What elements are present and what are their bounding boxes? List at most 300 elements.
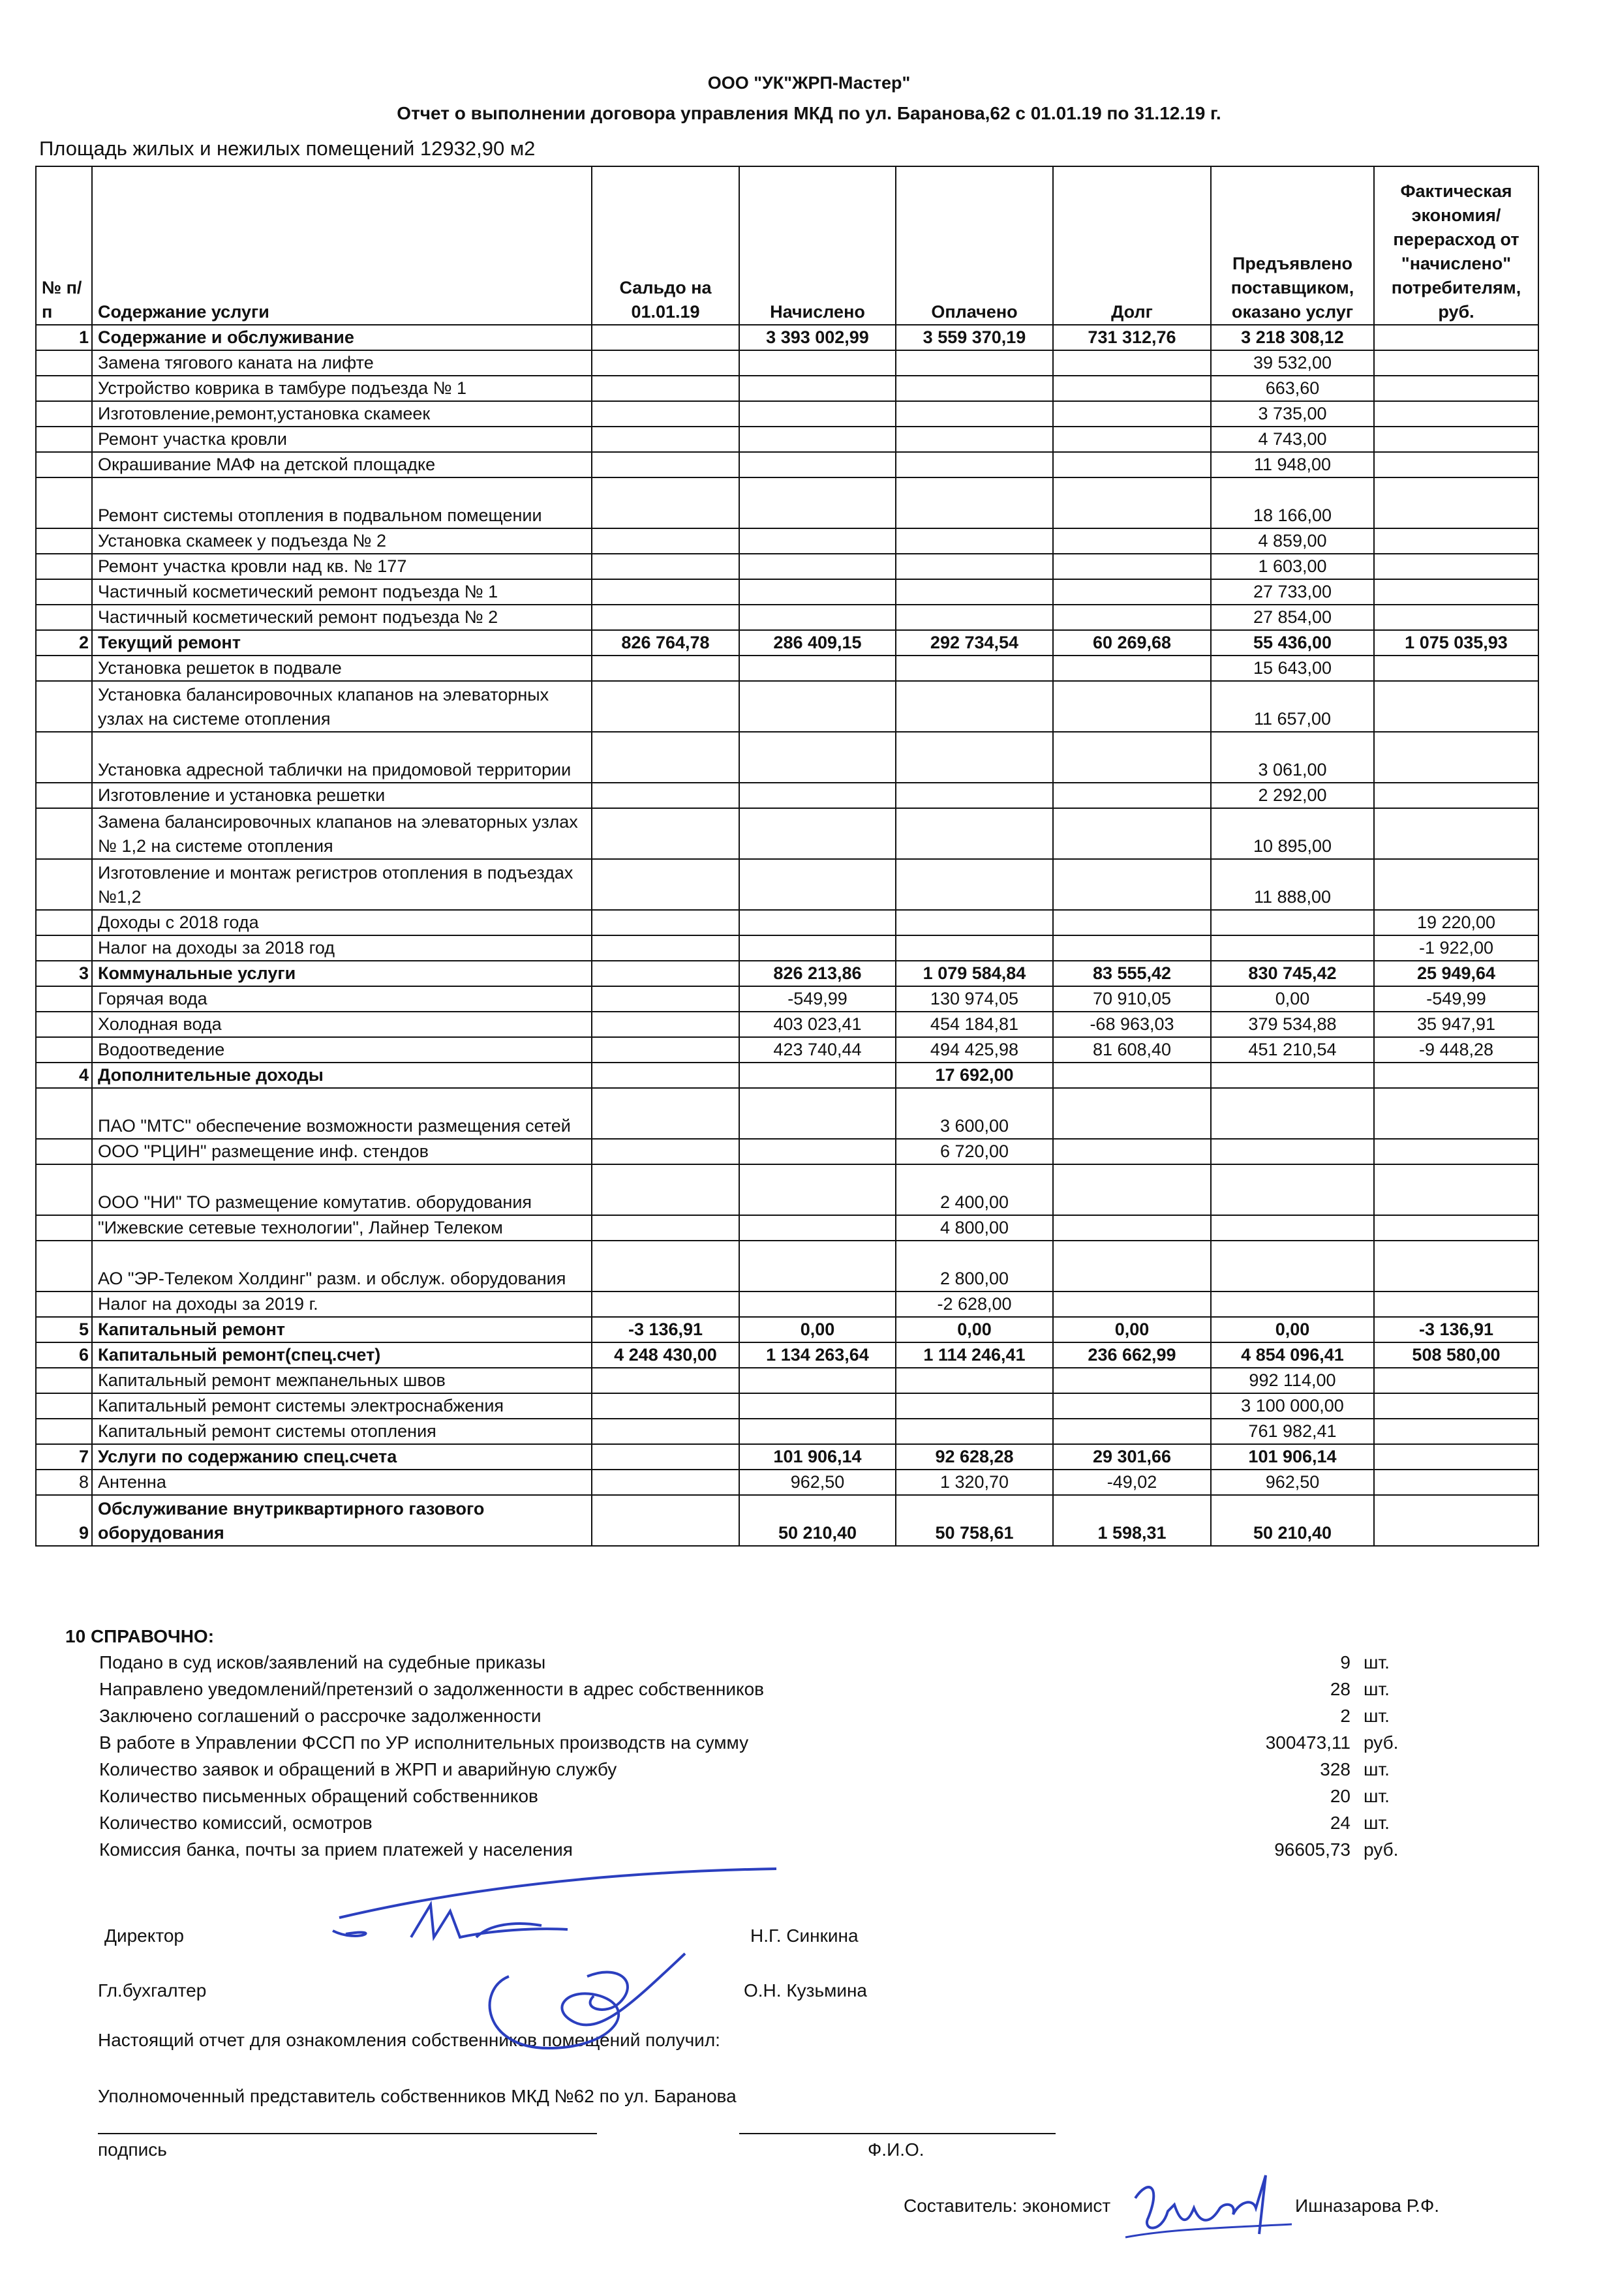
reference-unit: шт.	[1364, 1679, 1390, 1699]
cell-paid: 1 114 246,41	[896, 1342, 1053, 1368]
cell-paid	[896, 452, 1053, 477]
cell-charged: 0,00	[739, 1317, 896, 1342]
reference-label: Количество комиссий, осмотров	[99, 1813, 373, 1833]
cell-no	[36, 1088, 92, 1139]
cell-no	[36, 1241, 92, 1292]
cell-debt	[1053, 656, 1211, 681]
cell-economy	[1374, 1088, 1538, 1139]
cell-service: Антенна	[92, 1470, 592, 1495]
reference-label: Направлено уведомлений/претензий о задолженности в адрес собственников	[99, 1679, 765, 1699]
cell-paid: 2 400,00	[896, 1164, 1053, 1215]
reference-item	[65, 1756, 1435, 1783]
col-header-service: Содержание услуги	[92, 166, 592, 325]
cell-provided: 18 166,00	[1211, 477, 1374, 528]
reference-label: Заключено соглашений о рассрочке задолженности	[99, 1706, 542, 1726]
cell-charged	[739, 681, 896, 732]
table-row	[36, 1037, 1538, 1063]
table-row	[36, 783, 1538, 808]
cell-paid	[896, 910, 1053, 935]
cell-debt: 0,00	[1053, 1317, 1211, 1342]
cell-economy	[1374, 656, 1538, 681]
cell-provided	[1211, 1164, 1374, 1215]
cell-economy	[1374, 350, 1538, 376]
cell-debt	[1053, 783, 1211, 808]
cell-service: Налог на доходы за 2019 г.	[92, 1292, 592, 1317]
cell-charged	[739, 477, 896, 528]
cell-service: Установка адресной таблички на придомовой территории	[92, 732, 592, 783]
reference-list	[65, 1649, 1435, 1863]
cell-no	[36, 401, 92, 427]
cell-economy	[1374, 1444, 1538, 1470]
cell-paid: 17 692,00	[896, 1063, 1053, 1088]
table-row	[36, 681, 1538, 732]
cell-provided: 379 534,88	[1211, 1012, 1374, 1037]
cell-charged	[739, 452, 896, 477]
cell-no	[36, 1393, 92, 1419]
cell-service: Обслуживание внутриквартирного газового оборудования	[92, 1495, 592, 1546]
cell-debt	[1053, 1368, 1211, 1393]
cell-charged	[739, 1088, 896, 1139]
received-note: Настоящий отчет для ознакомления собственников помещений получил:	[98, 2030, 720, 2050]
cell-provided: 4 743,00	[1211, 427, 1374, 452]
cell-saldo	[592, 1419, 739, 1444]
reference-label: Комиссия банка, почты за прием платежей у населения	[99, 1839, 573, 1860]
cell-paid	[896, 350, 1053, 376]
table-row	[36, 1317, 1538, 1342]
cell-saldo	[592, 1012, 739, 1037]
table-row	[36, 401, 1538, 427]
cell-economy	[1374, 325, 1538, 350]
cell-charged	[739, 808, 896, 859]
cell-saldo	[592, 859, 739, 910]
cell-provided	[1211, 935, 1374, 961]
cell-charged: -549,99	[739, 986, 896, 1012]
cell-saldo	[592, 350, 739, 376]
cell-saldo	[592, 808, 739, 859]
cell-debt	[1053, 579, 1211, 605]
reference-unit: шт.	[1364, 1813, 1390, 1833]
cell-charged	[739, 732, 896, 783]
cell-provided	[1211, 1088, 1374, 1139]
cell-paid: 4 800,00	[896, 1215, 1053, 1241]
cell-charged: 1 134 263,64	[739, 1342, 896, 1368]
cell-economy	[1374, 1470, 1538, 1495]
cell-no	[36, 808, 92, 859]
cell-service: Установка балансировочных клапанов на элеваторных узлах на системе отопления	[92, 681, 592, 732]
cell-provided	[1211, 1292, 1374, 1317]
cell-no: 4	[36, 1063, 92, 1088]
table-row	[36, 910, 1538, 935]
table-row	[36, 1012, 1538, 1037]
director-label: Директор	[104, 1926, 184, 1946]
table-row	[36, 1292, 1538, 1317]
cell-no	[36, 1139, 92, 1164]
cell-debt	[1053, 605, 1211, 630]
cell-no: 8	[36, 1470, 92, 1495]
cell-saldo	[592, 579, 739, 605]
cell-no	[36, 935, 92, 961]
cell-service: ПАО "МТС" обеспечение возможности размещения сетей	[92, 1088, 592, 1139]
cell-saldo	[592, 1495, 739, 1546]
cell-debt: 731 312,76	[1053, 325, 1211, 350]
cell-saldo	[592, 1088, 739, 1139]
cell-debt: 1 598,31	[1053, 1495, 1211, 1546]
cell-no: 6	[36, 1342, 92, 1368]
cell-provided: 761 982,41	[1211, 1419, 1374, 1444]
cell-charged: 423 740,44	[739, 1037, 896, 1063]
cell-paid: 1 079 584,84	[896, 961, 1053, 986]
cell-paid: 6 720,00	[896, 1139, 1053, 1164]
cell-saldo	[592, 1368, 739, 1393]
cell-charged	[739, 935, 896, 961]
table-row	[36, 1063, 1538, 1088]
cell-provided: 55 436,00	[1211, 630, 1374, 656]
report-title: Отчет о выполнении договора управления МКД по ул. Баранова,62 с 01.01.19 по 31.12.19 г.	[397, 103, 1221, 123]
cell-economy	[1374, 1292, 1538, 1317]
table-row	[36, 579, 1538, 605]
cell-charged	[739, 1164, 896, 1215]
cell-debt	[1053, 350, 1211, 376]
organization-name: ООО "УК"ЖРП-Мастер"	[707, 73, 911, 93]
cell-no	[36, 1012, 92, 1037]
cell-service: Доходы с 2018 года	[92, 910, 592, 935]
cell-saldo	[592, 1139, 739, 1164]
cell-provided: 4 854 096,41	[1211, 1342, 1374, 1368]
table-header-row	[36, 166, 1538, 325]
reference-value: 24	[1330, 1813, 1351, 1833]
cell-no	[36, 350, 92, 376]
table-row	[36, 452, 1538, 477]
table-row	[36, 656, 1538, 681]
table-row	[36, 528, 1538, 554]
cell-saldo	[592, 477, 739, 528]
cell-charged	[739, 1063, 896, 1088]
reference-item	[65, 1649, 1435, 1676]
cell-no	[36, 1215, 92, 1241]
cell-debt	[1053, 427, 1211, 452]
cell-service: Замена балансировочных клапанов на элеваторных узлах № 1,2 на системе отопления	[92, 808, 592, 859]
table-row	[36, 961, 1538, 986]
reference-value: 300473,11	[1265, 1732, 1351, 1753]
cell-debt: -68 963,03	[1053, 1012, 1211, 1037]
cell-paid: 0,00	[896, 1317, 1053, 1342]
cell-saldo	[592, 1037, 739, 1063]
cell-service: Капитальный ремонт системы электроснабжения	[92, 1393, 592, 1419]
cell-service: Установка скамеек у подъезда № 2	[92, 528, 592, 554]
cell-charged	[739, 783, 896, 808]
cell-service: Окрашивание МАФ на детской площадке	[92, 452, 592, 477]
cell-provided: 3 218 308,12	[1211, 325, 1374, 350]
table-row	[36, 605, 1538, 630]
cell-service: Ремонт участка кровли над кв. № 177	[92, 554, 592, 579]
cell-debt: 29 301,66	[1053, 1444, 1211, 1470]
cell-economy	[1374, 579, 1538, 605]
cell-no	[36, 656, 92, 681]
cell-provided: 27 733,00	[1211, 579, 1374, 605]
cell-economy	[1374, 783, 1538, 808]
cell-debt	[1053, 1215, 1211, 1241]
cell-paid	[896, 477, 1053, 528]
cell-no	[36, 681, 92, 732]
table-row	[36, 859, 1538, 910]
report-table	[35, 166, 1539, 1547]
cell-no	[36, 859, 92, 910]
cell-saldo	[592, 427, 739, 452]
cell-economy: -549,99	[1374, 986, 1538, 1012]
cell-provided: 962,50	[1211, 1470, 1374, 1495]
cell-provided: 3 061,00	[1211, 732, 1374, 783]
cell-paid	[896, 808, 1053, 859]
cell-debt	[1053, 376, 1211, 401]
cell-saldo	[592, 452, 739, 477]
cell-charged	[739, 401, 896, 427]
cell-debt	[1053, 1164, 1211, 1215]
cell-paid	[896, 935, 1053, 961]
cell-service: Капитальный ремонт межпанельных швов	[92, 1368, 592, 1393]
cell-saldo	[592, 1164, 739, 1215]
reference-unit: шт.	[1364, 1786, 1390, 1806]
cell-service: Замена тягового каната на лифте	[92, 350, 592, 376]
col-header-no: № п/п	[36, 166, 92, 325]
cell-service: Частичный косметический ремонт подъезда № 1	[92, 579, 592, 605]
compiler-label: Составитель: экономист	[904, 2196, 1111, 2216]
cell-charged	[739, 528, 896, 554]
cell-charged	[739, 656, 896, 681]
cell-service: Дополнительные доходы	[92, 1063, 592, 1088]
cell-saldo	[592, 656, 739, 681]
cell-paid	[896, 783, 1053, 808]
col-header-saldo: Сальдо на 01.01.19	[592, 166, 739, 325]
reference-item	[65, 1702, 1435, 1729]
table-row	[36, 1139, 1538, 1164]
cell-service: Ремонт системы отопления в подвальном помещении	[92, 477, 592, 528]
cell-economy	[1374, 1241, 1538, 1292]
cell-paid	[896, 579, 1053, 605]
table-row	[36, 1419, 1538, 1444]
reference-unit: шт.	[1364, 1706, 1390, 1726]
cell-economy	[1374, 528, 1538, 554]
cell-charged	[739, 427, 896, 452]
cell-saldo	[592, 1063, 739, 1088]
cell-provided: 3 735,00	[1211, 401, 1374, 427]
director-name: Н.Г. Синкина	[750, 1926, 859, 1946]
cell-economy	[1374, 477, 1538, 528]
cell-charged: 50 210,40	[739, 1495, 896, 1546]
cell-debt	[1053, 401, 1211, 427]
cell-service: ООО "РЦИН" размещение инф. стендов	[92, 1139, 592, 1164]
cell-saldo	[592, 986, 739, 1012]
cell-service: Изготовление,ремонт,установка скамеек	[92, 401, 592, 427]
cell-charged	[739, 350, 896, 376]
sign-caption: подпись	[98, 2139, 167, 2160]
reference-unit: руб.	[1364, 1732, 1399, 1753]
cell-paid	[896, 1419, 1053, 1444]
cell-saldo	[592, 401, 739, 427]
cell-charged	[739, 1393, 896, 1419]
cell-economy	[1374, 427, 1538, 452]
cell-debt	[1053, 935, 1211, 961]
reference-label: Подано в суд исков/заявлений на судебные приказы	[99, 1652, 546, 1672]
cell-service: "Ижевские сетевые технологии", Лайнер Телеком	[92, 1215, 592, 1241]
fio-caption: Ф.И.О.	[868, 2139, 924, 2160]
cell-economy	[1374, 1393, 1538, 1419]
cell-no	[36, 1037, 92, 1063]
table-row	[36, 1444, 1538, 1470]
cell-service: АО "ЭР-Телеком Холдинг" разм. и обслуж. оборудования	[92, 1241, 592, 1292]
cell-debt	[1053, 452, 1211, 477]
cell-saldo	[592, 783, 739, 808]
accountant-name: О.Н. Кузьмина	[744, 1980, 867, 2001]
reference-label: Количество заявок и обращений в ЖРП и аварийную службу	[99, 1759, 617, 1779]
table-row	[36, 325, 1538, 350]
cell-saldo: 4 248 430,00	[592, 1342, 739, 1368]
cell-saldo	[592, 910, 739, 935]
reference-value: 96605,73	[1274, 1839, 1351, 1860]
table-row	[36, 554, 1538, 579]
cell-service: Холодная вода	[92, 1012, 592, 1037]
cell-no	[36, 528, 92, 554]
cell-saldo	[592, 1393, 739, 1419]
cell-economy	[1374, 605, 1538, 630]
reference-label: В работе в Управлении ФССП по УР исполнительных производств на сумму	[99, 1732, 749, 1753]
cell-paid: 130 974,05	[896, 986, 1053, 1012]
reference-item	[65, 1676, 1435, 1702]
cell-saldo	[592, 961, 739, 986]
cell-economy	[1374, 1419, 1538, 1444]
cell-service: Капитальный ремонт системы отопления	[92, 1419, 592, 1444]
cell-provided: 10 895,00	[1211, 808, 1374, 859]
cell-saldo	[592, 1241, 739, 1292]
cell-no	[36, 910, 92, 935]
cell-debt: 60 269,68	[1053, 630, 1211, 656]
cell-service: Изготовление и монтаж регистров отопления в подъездах №1,2	[92, 859, 592, 910]
signature-line	[98, 2133, 597, 2134]
cell-debt	[1053, 1139, 1211, 1164]
cell-saldo: -3 136,91	[592, 1317, 739, 1342]
col-header-provided: Предъявлено поставщиком, оказано услуг	[1211, 166, 1374, 325]
reference-value: 9	[1340, 1652, 1351, 1672]
cell-saldo: 826 764,78	[592, 630, 739, 656]
cell-paid	[896, 528, 1053, 554]
cell-charged: 3 393 002,99	[739, 325, 896, 350]
cell-debt	[1053, 1292, 1211, 1317]
cell-provided: 1 603,00	[1211, 554, 1374, 579]
cell-no	[36, 986, 92, 1012]
cell-charged: 101 906,14	[739, 1444, 896, 1470]
cell-paid	[896, 554, 1053, 579]
reference-number: 10	[65, 1626, 86, 1646]
accountant-label: Гл.бухгалтер	[98, 1980, 207, 2001]
table-row	[36, 376, 1538, 401]
reference-value: 28	[1330, 1679, 1351, 1699]
reference-value: 328	[1320, 1759, 1351, 1779]
cell-saldo	[592, 554, 739, 579]
cell-charged	[739, 579, 896, 605]
cell-service: Горячая вода	[92, 986, 592, 1012]
table-row	[36, 1241, 1538, 1292]
cell-no	[36, 732, 92, 783]
cell-provided: 451 210,54	[1211, 1037, 1374, 1063]
cell-saldo	[592, 1292, 739, 1317]
cell-charged: 403 023,41	[739, 1012, 896, 1037]
cell-charged	[739, 605, 896, 630]
cell-provided	[1211, 910, 1374, 935]
cell-provided: 39 532,00	[1211, 350, 1374, 376]
cell-service: Услуги по содержанию спец.счета	[92, 1444, 592, 1470]
col-header-charged: Начислено	[739, 166, 896, 325]
cell-saldo	[592, 605, 739, 630]
cell-saldo	[592, 1444, 739, 1470]
cell-provided	[1211, 1215, 1374, 1241]
reference-title: СПРАВОЧНО:	[90, 1626, 215, 1646]
cell-no: 7	[36, 1444, 92, 1470]
cell-paid: 292 734,54	[896, 630, 1053, 656]
cell-service: ООО "НИ" ТО размещение комутатив. оборудования	[92, 1164, 592, 1215]
cell-service: Установка решеток в подвале	[92, 656, 592, 681]
cell-provided: 2 292,00	[1211, 783, 1374, 808]
cell-debt	[1053, 1063, 1211, 1088]
cell-saldo	[592, 935, 739, 961]
cell-economy	[1374, 681, 1538, 732]
cell-no: 9	[36, 1495, 92, 1546]
cell-provided: 27 854,00	[1211, 605, 1374, 630]
cell-paid: 3 559 370,19	[896, 325, 1053, 350]
cell-paid	[896, 1393, 1053, 1419]
reference-value: 20	[1330, 1786, 1351, 1806]
table-row	[36, 1495, 1538, 1546]
cell-provided: 0,00	[1211, 1317, 1374, 1342]
cell-provided: 4 859,00	[1211, 528, 1374, 554]
cell-economy: 35 947,91	[1374, 1012, 1538, 1037]
cell-provided	[1211, 1241, 1374, 1292]
cell-debt: 236 662,99	[1053, 1342, 1211, 1368]
cell-economy: 1 075 035,93	[1374, 630, 1538, 656]
cell-debt	[1053, 681, 1211, 732]
cell-charged	[739, 1241, 896, 1292]
cell-debt	[1053, 1393, 1211, 1419]
accountant-signature	[470, 1950, 705, 2061]
cell-service: Текущий ремонт	[92, 630, 592, 656]
cell-service: Капитальный ремонт(спец.счет)	[92, 1342, 592, 1368]
cell-no	[36, 605, 92, 630]
cell-economy	[1374, 808, 1538, 859]
cell-paid	[896, 732, 1053, 783]
cell-charged	[739, 554, 896, 579]
cell-debt: -49,02	[1053, 1470, 1211, 1495]
cell-debt	[1053, 859, 1211, 910]
cell-saldo	[592, 528, 739, 554]
cell-economy	[1374, 401, 1538, 427]
table-row	[36, 477, 1538, 528]
reference-value: 2	[1340, 1706, 1351, 1726]
col-header-paid: Оплачено	[896, 166, 1053, 325]
cell-service: Устройство коврика в тамбуре подъезда № 1	[92, 376, 592, 401]
table-row	[36, 986, 1538, 1012]
cell-service: Ремонт участка кровли	[92, 427, 592, 452]
reference-item	[65, 1729, 1435, 1756]
cell-no	[36, 1292, 92, 1317]
representative-label: Уполномоченный представитель собственников МКД №62 по ул. Баранова	[98, 2086, 737, 2106]
cell-economy	[1374, 732, 1538, 783]
cell-charged	[739, 1419, 896, 1444]
cell-saldo	[592, 681, 739, 732]
cell-paid: 3 600,00	[896, 1088, 1053, 1139]
table-row	[36, 1088, 1538, 1139]
table-row	[36, 350, 1538, 376]
cell-no	[36, 477, 92, 528]
cell-no	[36, 783, 92, 808]
cell-provided: 830 745,42	[1211, 961, 1374, 986]
